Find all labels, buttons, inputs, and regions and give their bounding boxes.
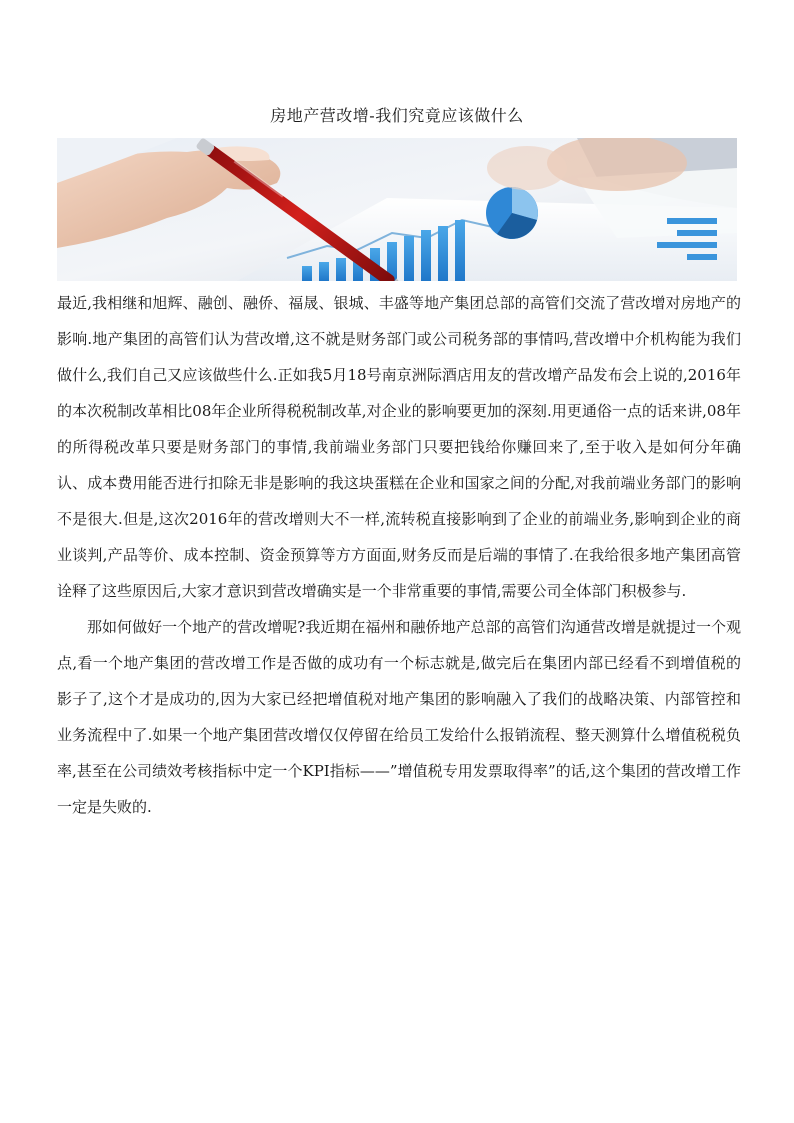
paragraph-1: 最近,我相继和旭辉、融创、融侨、福晟、银城、丰盛等地产集团总部的高管们交流了营改增对房地产的影响.地产集团的高管们认为营改增,这不就是财务部门或公司税务部的事情吗,营改增中介机构能为我们做什么,我们自己又应该做些什么.正如我5月18号南京洲际酒店用友的营改增产品发布会上说的,2016年的本次税制改革相比08年企业所得税税制改革,对企业的影响要更加的深刻.用更通俗一点的话来讲,08年的所得税改革只要是财务部门的事情,我前端业务部门只要把钱给你赚回来了,至于收入是如何分年确认、成本费用能否进行扣除无非是影响的我这块蛋糕在企业和国家之间的分配,对我前端业务部门的影响不是很大.但是,这次2016年的营改增则大不一样,流转税直接影响到了企业的前端业务,影响到企业的商业谈判,产品等价、成本控制、资金预算等方方面面,财务反而是后端的事情了.在我给很多地产集团高管诠释了这些原因后,大家才意识到营改增确实是一个非常重要的事情,需要公司全体部门积极参与. <box>57 294 741 600</box>
paragraph-2: 那如何做好一个地产的营改增呢?我近期在福州和融侨地产总部的高管们沟通营改增是就提过一个观点,看一个地产集团的营改增工作是否做的成功有一个标志就是,做完后在集团内部已经看不到增值税的影子了,这个才是成功的,因为大家已经把增值税对地产集团的影响融入了我们的战略决策、内部管控和业务流程中了.如果一个地产集团营改增仅仅停留在给员工发给什么报销流程、整天测算什么增值税税负率,甚至在公司绩效考核指标中定一个KPI指标——”增值税专用发票取得率”的话,这个集团的营改增工作一定是失败的. <box>57 618 741 816</box>
article-body <box>57 285 741 825</box>
page-title: 房地产营改增-我们究竟应该做什么 <box>270 106 524 125</box>
banner-image <box>57 138 737 281</box>
business-chart-pen-photo-icon <box>57 138 737 281</box>
